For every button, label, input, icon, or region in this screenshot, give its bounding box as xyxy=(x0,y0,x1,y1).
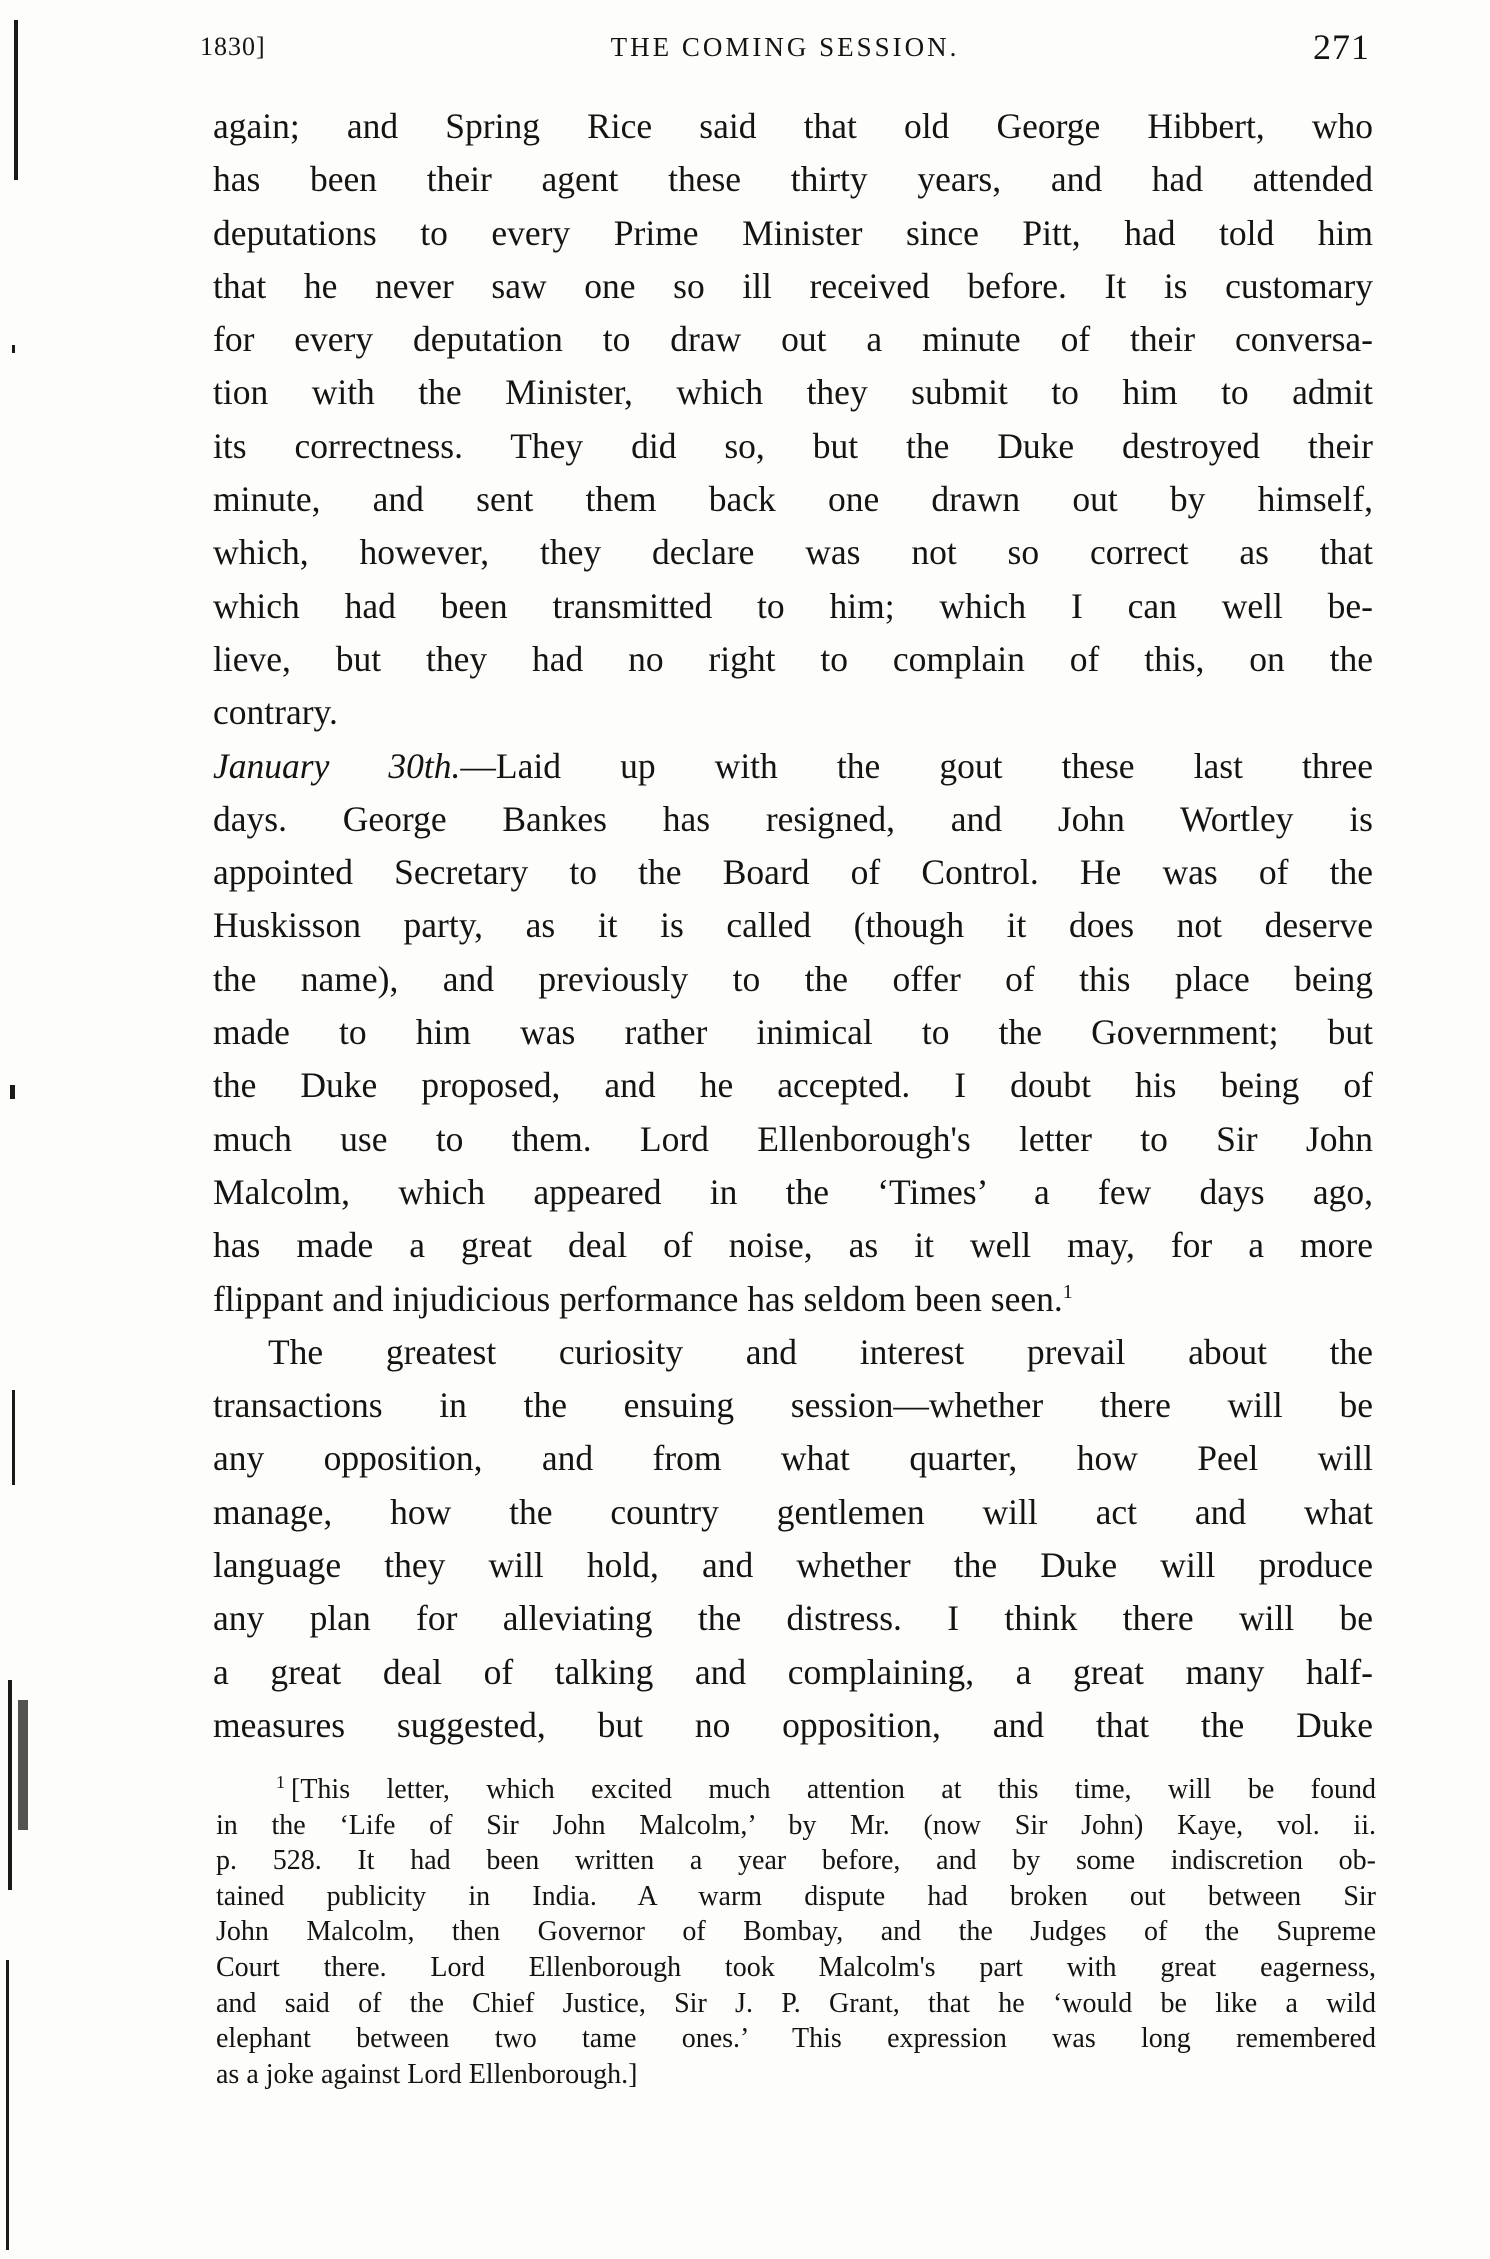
text-line: which had been transmitted to him; which I can well be- xyxy=(213,585,1373,626)
text-line: made to him was rather inimical to the Government; but xyxy=(213,1012,1373,1053)
scan-mark xyxy=(18,1700,28,1830)
scan-mark xyxy=(12,1390,15,1485)
paragraph-1 xyxy=(213,100,1373,740)
page-number: 271 xyxy=(1313,27,1370,67)
text-line: measures suggested, but no opposition, and that the Duke xyxy=(213,1704,1373,1745)
text-line-content: flippant and injudicious performance has seldom been seen. xyxy=(213,1278,1063,1319)
text-line: language they will hold, and whether the Duke will produce xyxy=(213,1545,1373,1586)
text-line: contrary. xyxy=(213,692,338,733)
text-line: minute, and sent them back one drawn out by himself, xyxy=(213,479,1373,520)
paragraph-3 xyxy=(213,1326,1373,1752)
text-line: Huskisson party, as it is called (though it does not deserve xyxy=(213,905,1373,946)
text-line-content: The greatest curiosity and interest prevail about the xyxy=(268,1331,1373,1372)
text-line-rest: —Laid up with the gout these last three xyxy=(460,745,1373,786)
footnote xyxy=(216,1772,1376,2092)
text-line: which, however, they declare was not so correct as that xyxy=(213,532,1373,573)
footnote-line: in the ‘Life of Sir John Malcolm,’ by Mr. (now Sir John) Kaye, vol. ii. xyxy=(216,1809,1376,1841)
text-line: any opposition, and from what quarter, how Peel will xyxy=(213,1438,1373,1479)
text-line: again; and Spring Rice said that old George Hibbert, who xyxy=(213,106,1373,146)
footnote-line xyxy=(216,1772,1376,1808)
footnote-line: elephant between two tame ones.’ This expression was long remembered xyxy=(216,2023,1376,2055)
text-line: manage, how the country gentlemen will act and what xyxy=(213,1491,1373,1532)
text-line: the name), and previously to the offer of this place being xyxy=(213,958,1373,999)
text-line: has been their agent these thirty years, and had attended xyxy=(213,159,1373,200)
header-title: THE COMING SESSION. xyxy=(610,32,960,62)
text-line: Malcolm, which appeared in the ‘Times’ a few days ago, xyxy=(213,1171,1373,1212)
text-line: lieve, but they had no right to complain of this, on the xyxy=(213,638,1373,679)
footnote-line: as a joke against Lord Ellenborough.] xyxy=(216,2058,638,2090)
header-year: 1830] xyxy=(200,32,266,61)
footnote-line: John Malcolm, then Governor of Bombay, and the Judges of the Supreme xyxy=(216,1916,1376,1948)
text-line: deputations to every Prime Minister since Pitt, had told him xyxy=(213,212,1373,253)
scan-mark xyxy=(8,1680,12,1890)
body-text xyxy=(213,100,1373,1752)
scan-mark xyxy=(12,345,15,353)
footnote-line: p. 528. It had been written a year before, and by some indiscretion ob- xyxy=(216,1845,1376,1877)
footnote-line-content: [This letter, which excited much attention at this time, will be found xyxy=(291,1774,1376,1805)
footnote-mark: 1 xyxy=(276,1771,285,1792)
text-line xyxy=(213,1273,1373,1326)
text-line: that he never saw one so ill received before. It is customary xyxy=(213,265,1373,306)
text-line: appointed Secretary to the Board of Control. He was of the xyxy=(213,852,1373,893)
text-line: has made a great deal of noise, as it well may, for a more xyxy=(213,1225,1373,1266)
text-line: a great deal of talking and complaining, a great many half- xyxy=(213,1651,1373,1692)
scan-mark xyxy=(6,1960,9,2250)
text-line: its correctness. They did so, but the Duke destroyed their xyxy=(213,425,1373,466)
diary-date: January 30th. xyxy=(213,745,461,786)
text-line: transactions in the ensuing session—whether there will be xyxy=(213,1385,1373,1426)
text-line: days. George Bankes has resigned, and John Wortley is xyxy=(213,798,1373,839)
text-line: any plan for alleviating the distress. I think there will be xyxy=(213,1598,1373,1639)
text-line xyxy=(213,1326,1373,1379)
text-line xyxy=(213,740,1373,793)
text-line: tion with the Minister, which they submit to him to admit xyxy=(213,372,1373,413)
scan-mark xyxy=(10,1085,15,1099)
footnote-reference[interactable]: 1 xyxy=(1062,1280,1073,1303)
paragraph-2 xyxy=(213,740,1373,1326)
footnote-line: and said of the Chief Justice, Sir J. P. Grant, that he ‘would be like a wild xyxy=(216,1987,1376,2019)
text-line: much use to them. Lord Ellenborough's letter to Sir John xyxy=(213,1118,1373,1159)
running-header xyxy=(200,26,1370,76)
text-line: for every deputation to draw out a minute of their conversa- xyxy=(213,319,1373,360)
footnote-line: Court there. Lord Ellenborough took Malcolm's part with great eagerness, xyxy=(216,1951,1376,1983)
footnote-line: tained publicity in India. A warm dispute had broken out between Sir xyxy=(216,1880,1376,1912)
scan-mark xyxy=(14,20,18,180)
binding-edge-marks xyxy=(0,0,70,2259)
text-line: the Duke proposed, and he accepted. I doubt his being of xyxy=(213,1065,1373,1106)
